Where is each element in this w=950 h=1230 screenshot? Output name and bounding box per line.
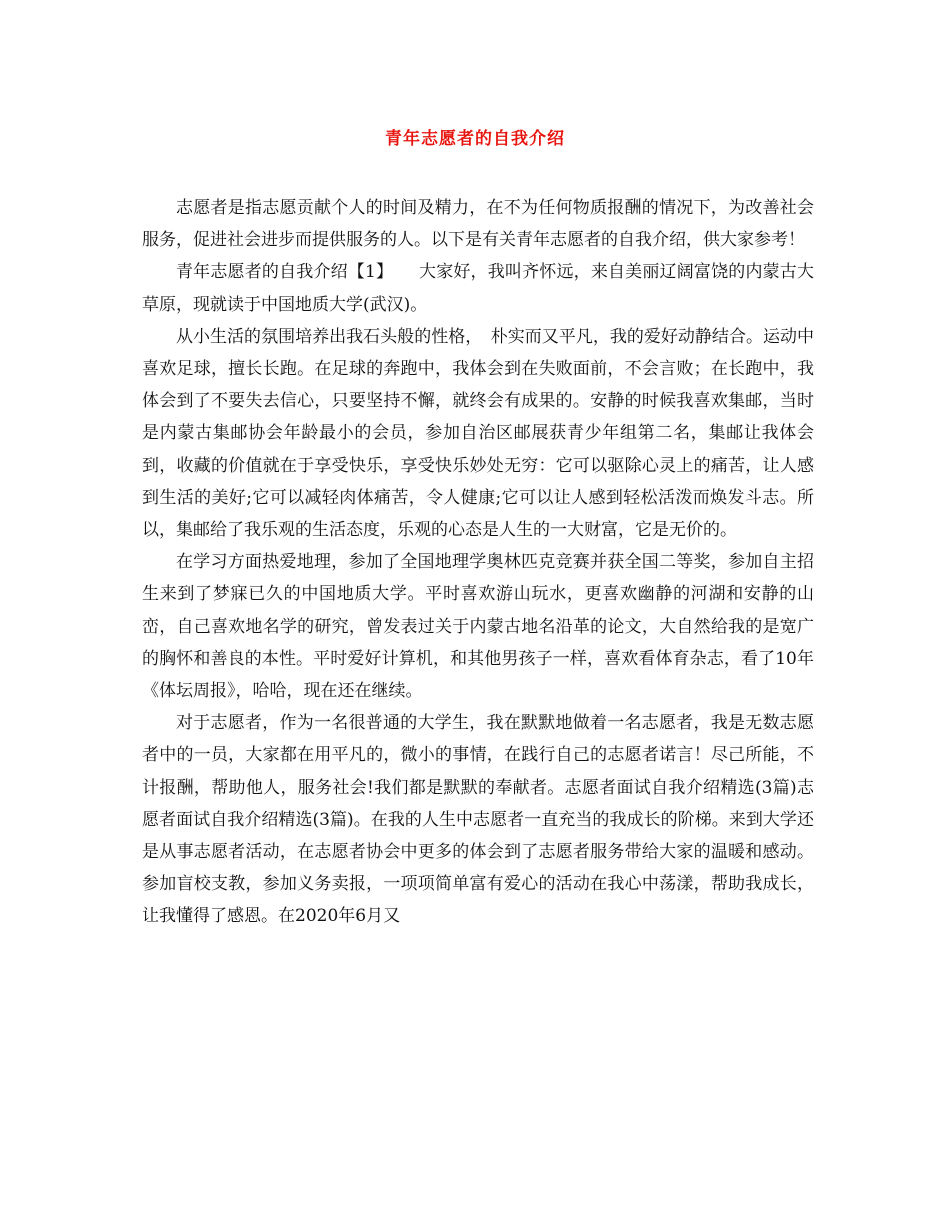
paragraph-intro: 志愿者是指志愿贡献个人的时间及精力，在不为任何物质报酬的情况下，为改善社会服务，促进社会进步而提供服务的人。以下是有关青年志愿者的自我介绍，供大家参考！ [142, 198, 814, 251]
document-title: 青年志愿者的自我介绍 [385, 129, 565, 149]
document-body [142, 192, 814, 933]
paragraph-hobbies: 从小生活的氛围培养出我石头般的性格， 朴实而又平凡，我的爱好动静结合。运动中喜欢足球，擅长长跑。在足球的奔跑中，我体会到在失败面前，不会言败；在长跑中，我体会到了不要失去信心，只要坚持不懈，就终会有成果的。安静的时候我喜欢集邮，当时是内蒙古集邮协会年龄最小的会员，参加自治区邮展获青少年组第二名，集邮让我体会到，收藏的价值就在于享受快乐，享受快乐妙处无穷：它可以驱除心灵上的痛苦，让人感到生活的美好;它可以减轻肉体痛苦，令人健康;它可以让人感到轻松活泼而焕发斗志。所以，集邮给了我乐观的生活态度，乐观的心态是人生的一大财富，它是无价的。 [142, 326, 814, 541]
paragraph-introduction-1: 青年志愿者的自我介绍【1】 大家好，我叫齐怀远，来自美丽辽阔富饶的内蒙古大草原，现就读于中国地质大学(武汉)。 [142, 262, 814, 315]
paragraph-volunteer: 对于志愿者，作为一名很普通的大学生，我在默默地做着一名志愿者，我是无数志愿者中的一员，大家都在用平凡的，微小的事情，在践行自己的志愿者诺言！尽己所能，不计报酬，帮助他人，服务社会!我们都是默默的奉献者。志愿者面试自我介绍精选(3篇)志愿者面试自我介绍精选(3篇)。在我的人生中志愿者一直充当的我成长的阶梯。来到大学还是从事志愿者活动，在志愿者协会中更多的体会到了志愿者服务带给大家的温暖和感动。参加盲校支教，参加义务卖报，一项项简单富有爱心的活动在我心中荡漾，帮助我成长，让我懂得了感恩。在2020年6月又 [142, 713, 814, 927]
paragraph-study: 在学习方面热爱地理，参加了全国地理学奥林匹克竞赛并获全国二等奖，参加自主招生来到了梦寐已久的中国地质大学。平时喜欢游山玩水，更喜欢幽静的河湖和安静的山峦，自己喜欢地名学的研究，曾发表过关于内蒙古地名沿革的论文，大自然给我的是宽广的胸怀和善良的本性。平时爱好计算机，和其他男孩子一样，喜欢看体育杂志，看了10年《体坛周报》，哈哈，现在还在继续。 [142, 552, 814, 702]
